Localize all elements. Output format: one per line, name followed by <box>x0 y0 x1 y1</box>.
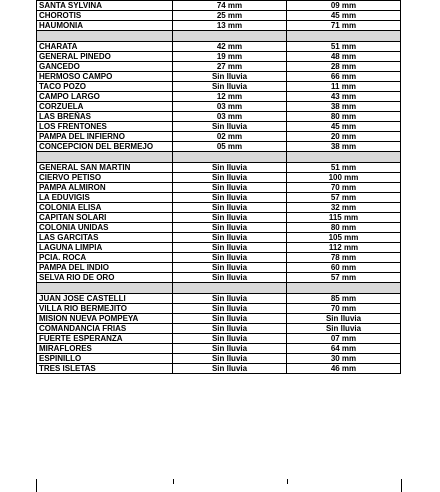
rainfall-value-2-cell: 51 mm <box>287 163 401 173</box>
rainfall-value-1-cell: Sin lluvia <box>173 273 287 283</box>
rainfall-value-2-cell: 38 mm <box>287 142 401 152</box>
rainfall-value-1-cell: 19 mm <box>173 52 287 62</box>
rainfall-value-1-cell: 03 mm <box>173 102 287 112</box>
group-separator <box>37 283 401 294</box>
location-name-cell: CONCEPCION DEL BERMEJO <box>37 142 173 152</box>
separator-cell <box>37 283 173 294</box>
rainfall-value-2-cell: 70 mm <box>287 304 401 314</box>
table-row <box>37 112 401 122</box>
rainfall-value-1-cell: 13 mm <box>173 21 287 31</box>
rainfall-value-2-cell: 46 mm <box>287 364 401 374</box>
table-row <box>37 21 401 31</box>
rainfall-value-2-cell: 09 mm <box>287 1 401 11</box>
rainfall-value-1-cell: Sin lluvia <box>173 173 287 183</box>
table-row <box>37 273 401 283</box>
location-name-cell: LAS GARCITAS <box>37 233 173 243</box>
table-row <box>37 203 401 213</box>
rainfall-value-2-cell: 20 mm <box>287 132 401 142</box>
table-row <box>37 223 401 233</box>
rainfall-value-2-cell: 11 mm <box>287 82 401 92</box>
location-name-cell: GANCEDO <box>37 62 173 72</box>
location-name-cell: PAMPA DEL INFIERNO <box>37 132 173 142</box>
rainfall-value-1-cell: Sin lluvia <box>173 213 287 223</box>
rainfall-value-1-cell: 42 mm <box>173 42 287 52</box>
rainfall-value-1-cell: Sin lluvia <box>173 364 287 374</box>
group-separator <box>37 152 401 163</box>
rainfall-value-2-cell: 07 mm <box>287 334 401 344</box>
location-name-cell: CAPITAN SOLARI <box>37 213 173 223</box>
table-row <box>37 243 401 253</box>
rainfall-value-2-cell: 64 mm <box>287 344 401 354</box>
rainfall-value-1-cell: Sin lluvia <box>173 233 287 243</box>
rainfall-value-2-cell: 66 mm <box>287 72 401 82</box>
location-name-cell: COMANDANCIA FRIAS <box>37 324 173 334</box>
rainfall-value-1-cell: Sin lluvia <box>173 334 287 344</box>
table-row <box>37 82 401 92</box>
table-row <box>37 102 401 112</box>
table-row <box>37 334 401 344</box>
rainfall-value-2-cell: 57 mm <box>287 273 401 283</box>
separator-cell <box>173 283 287 294</box>
rainfall-value-2-cell: 43 mm <box>287 92 401 102</box>
location-name-cell: LOS FRENTONES <box>37 122 173 132</box>
rainfall-value-2-cell: Sin lluvia <box>287 314 401 324</box>
location-name-cell: LAS BREÑAS <box>37 112 173 122</box>
rainfall-value-2-cell: 105 mm <box>287 233 401 243</box>
table-row <box>37 52 401 62</box>
location-name-cell: PAMPA DEL INDIO <box>37 263 173 273</box>
table-row <box>37 314 401 324</box>
rainfall-value-2-cell: 80 mm <box>287 112 401 122</box>
rainfall-value-2-cell: 48 mm <box>287 52 401 62</box>
location-name-cell: MIRAFLORES <box>37 344 173 354</box>
rainfall-value-2-cell: 30 mm <box>287 354 401 364</box>
separator-cell <box>287 31 401 42</box>
rainfall-value-1-cell: Sin lluvia <box>173 203 287 213</box>
location-name-cell: CIERVO PETISO <box>37 173 173 183</box>
table-row <box>37 92 401 102</box>
location-name-cell: GENERAL PINEDO <box>37 52 173 62</box>
rainfall-value-1-cell: 27 mm <box>173 62 287 72</box>
table-row <box>37 142 401 152</box>
rainfall-value-2-cell: 38 mm <box>287 102 401 112</box>
rainfall-value-1-cell: Sin lluvia <box>173 122 287 132</box>
table-row <box>37 173 401 183</box>
location-name-cell: COLONIA UNIDAS <box>37 223 173 233</box>
rainfall-value-1-cell: 74 mm <box>173 1 287 11</box>
rainfall-value-1-cell: Sin lluvia <box>173 193 287 203</box>
rainfall-value-1-cell: Sin lluvia <box>173 163 287 173</box>
location-name-cell: LAGUNA LIMPIA <box>37 243 173 253</box>
separator-cell <box>37 152 173 163</box>
rainfall-value-2-cell: 60 mm <box>287 263 401 273</box>
location-name-cell: CHARATA <box>37 42 173 52</box>
table-row <box>37 163 401 173</box>
rainfall-value-2-cell: 78 mm <box>287 253 401 263</box>
location-name-cell: CORZUELA <box>37 102 173 112</box>
table-row <box>37 324 401 334</box>
location-name-cell: FUERTE ESPERANZA <box>37 334 173 344</box>
rainfall-table-body <box>37 1 401 374</box>
rainfall-value-1-cell: Sin lluvia <box>173 294 287 304</box>
table-row <box>37 344 401 354</box>
rainfall-value-1-cell: Sin lluvia <box>173 263 287 273</box>
rainfall-value-1-cell: Sin lluvia <box>173 314 287 324</box>
rainfall-value-2-cell: Sin lluvia <box>287 324 401 334</box>
separator-cell <box>173 31 287 42</box>
separator-cell <box>287 152 401 163</box>
location-name-cell: PCIA. ROCA <box>37 253 173 263</box>
table-row <box>37 183 401 193</box>
rainfall-value-2-cell: 85 mm <box>287 294 401 304</box>
location-name-cell: ESPINILLO <box>37 354 173 364</box>
rainfall-value-1-cell: Sin lluvia <box>173 223 287 233</box>
table-row <box>37 72 401 82</box>
rainfall-value-2-cell: 32 mm <box>287 203 401 213</box>
table-row <box>37 233 401 243</box>
table-row <box>37 122 401 132</box>
rainfall-value-2-cell: 45 mm <box>287 11 401 21</box>
rainfall-value-1-cell: Sin lluvia <box>173 354 287 364</box>
table-row <box>37 213 401 223</box>
table-row <box>37 304 401 314</box>
rainfall-value-1-cell: Sin lluvia <box>173 253 287 263</box>
rainfall-value-2-cell: 28 mm <box>287 62 401 72</box>
location-name-cell: SELVA RIO DE ORO <box>37 273 173 283</box>
location-name-cell: LA EDUVIGIS <box>37 193 173 203</box>
rainfall-value-1-cell: Sin lluvia <box>173 72 287 82</box>
location-name-cell: GENERAL SAN MARTIN <box>37 163 173 173</box>
rainfall-value-1-cell: 25 mm <box>173 11 287 21</box>
cut-off-row <box>36 479 402 492</box>
location-name-cell: SANTA SYLVINA <box>37 1 173 11</box>
table-row <box>37 354 401 364</box>
table-row <box>37 263 401 273</box>
rainfall-value-2-cell: 80 mm <box>287 223 401 233</box>
location-name-cell: CHOROTIS <box>37 11 173 21</box>
rainfall-value-1-cell: 03 mm <box>173 112 287 122</box>
location-name-cell: TRES ISLETAS <box>37 364 173 374</box>
location-name-cell: VILLA RIO BERMEJITO <box>37 304 173 314</box>
rainfall-value-1-cell: Sin lluvia <box>173 324 287 334</box>
table-row <box>37 364 401 374</box>
location-name-cell: HAUMONIA <box>37 21 173 31</box>
table-row <box>37 193 401 203</box>
rainfall-value-2-cell: 100 mm <box>287 173 401 183</box>
location-name-cell: COLONIA ELISA <box>37 203 173 213</box>
rainfall-value-2-cell: 45 mm <box>287 122 401 132</box>
location-name-cell: MISION NUEVA POMPEYA <box>37 314 173 324</box>
rainfall-value-1-cell: Sin lluvia <box>173 183 287 193</box>
separator-cell <box>173 152 287 163</box>
group-separator <box>37 31 401 42</box>
rainfall-value-2-cell: 112 mm <box>287 243 401 253</box>
rainfall-value-1-cell: Sin lluvia <box>173 344 287 354</box>
table-row <box>37 11 401 21</box>
table-row <box>37 294 401 304</box>
rainfall-value-2-cell: 71 mm <box>287 21 401 31</box>
rainfall-value-1-cell: 05 mm <box>173 142 287 152</box>
rainfall-value-1-cell: Sin lluvia <box>173 82 287 92</box>
table-row <box>37 1 401 11</box>
rainfall-value-2-cell: 115 mm <box>287 213 401 223</box>
rainfall-table <box>36 0 401 374</box>
rainfall-value-1-cell: 02 mm <box>173 132 287 142</box>
location-name-cell: CAMPO LARGO <box>37 92 173 102</box>
location-name-cell: PAMPA ALMIRON <box>37 183 173 193</box>
rainfall-value-2-cell: 70 mm <box>287 183 401 193</box>
location-name-cell: JUAN JOSE CASTELLI <box>37 294 173 304</box>
table-row <box>37 253 401 263</box>
table-row <box>37 42 401 52</box>
rainfall-value-2-cell: 57 mm <box>287 193 401 203</box>
rainfall-value-1-cell: Sin lluvia <box>173 304 287 314</box>
rainfall-value-1-cell: 12 mm <box>173 92 287 102</box>
location-name-cell: HERMOSO CAMPO <box>37 72 173 82</box>
location-name-cell: TACO POZO <box>37 82 173 92</box>
separator-cell <box>287 283 401 294</box>
separator-cell <box>37 31 173 42</box>
rainfall-value-1-cell: Sin lluvia <box>173 243 287 253</box>
table-row <box>37 62 401 72</box>
rainfall-value-2-cell: 51 mm <box>287 42 401 52</box>
table-row <box>37 132 401 142</box>
